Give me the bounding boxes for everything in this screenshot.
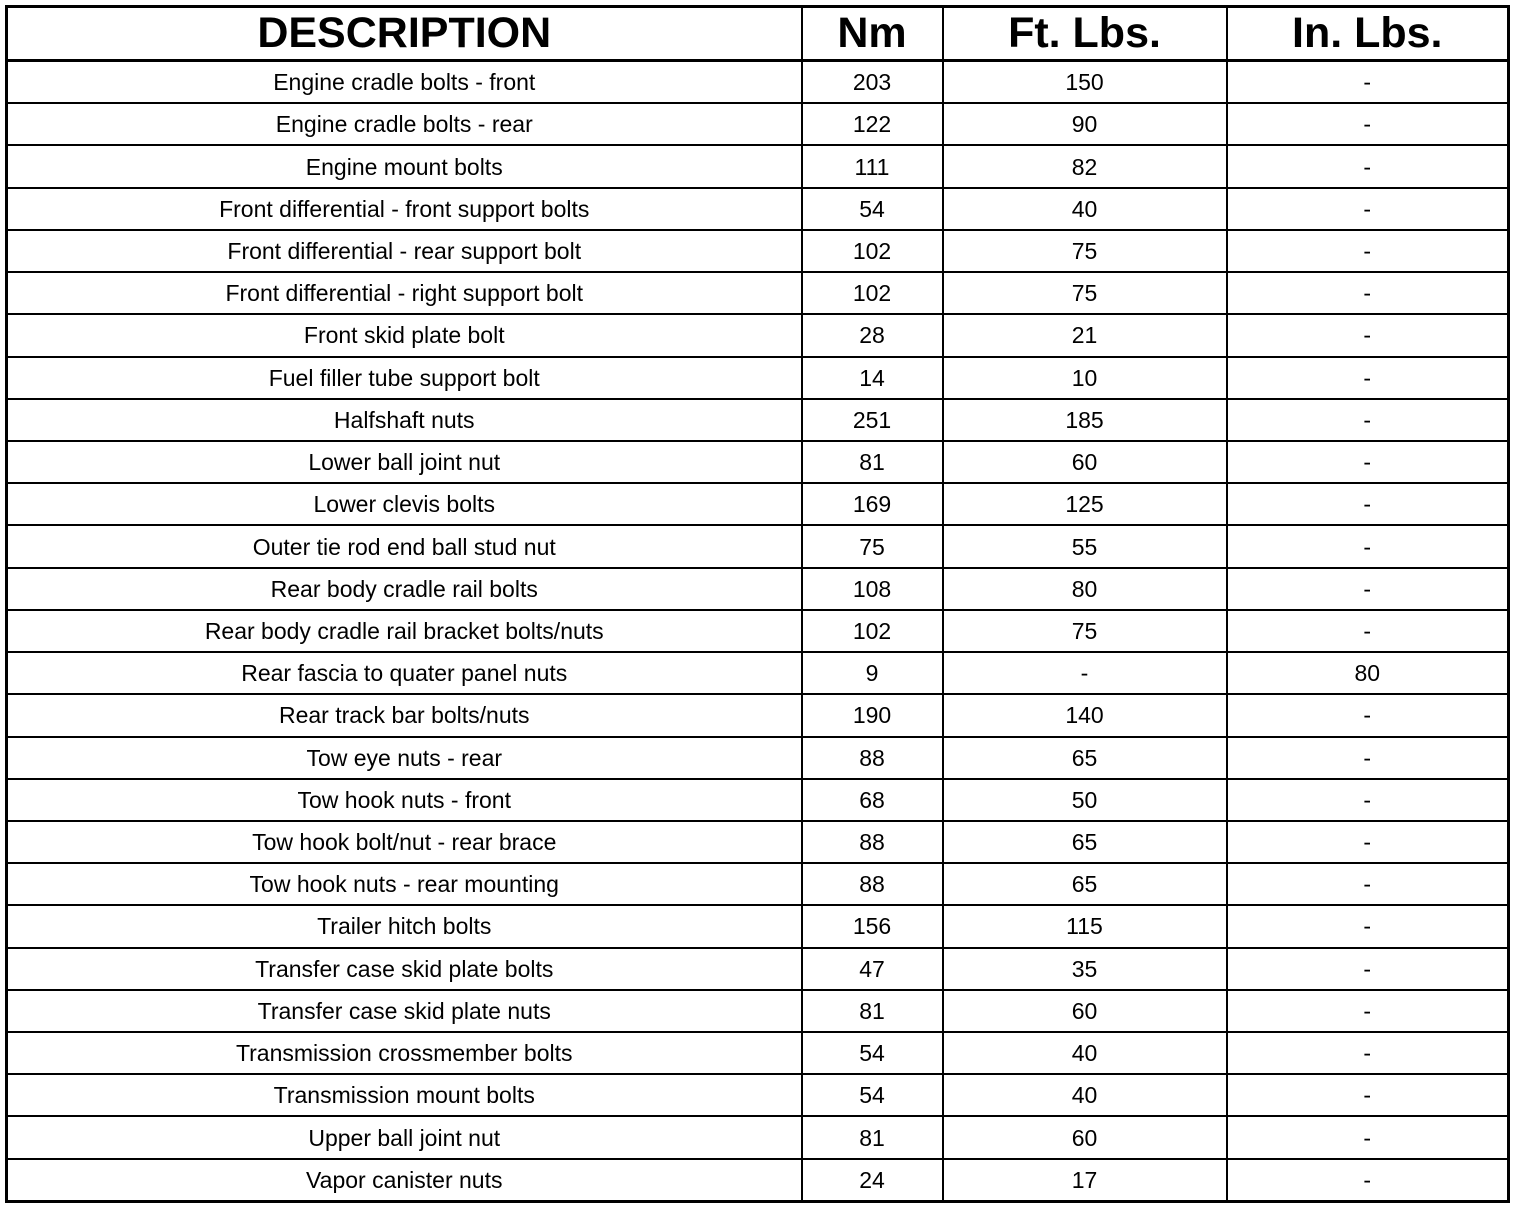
cell-ft-lbs: 65 — [943, 737, 1227, 779]
cell-nm: 190 — [802, 694, 943, 736]
cell-ft-lbs: 125 — [943, 483, 1227, 525]
cell-nm: 81 — [802, 1116, 943, 1158]
cell-description: Rear fascia to quater panel nuts — [7, 652, 802, 694]
cell-ft-lbs: 60 — [943, 441, 1227, 483]
table-row — [7, 145, 1509, 187]
cell-in-lbs: - — [1227, 357, 1509, 399]
cell-ft-lbs: 60 — [943, 990, 1227, 1032]
cell-nm: 54 — [802, 1074, 943, 1116]
table-row — [7, 905, 1509, 947]
table-body — [7, 61, 1509, 1202]
cell-description: Front differential - rear support bolt — [7, 230, 802, 272]
table-row — [7, 652, 1509, 694]
cell-ft-lbs: 82 — [943, 145, 1227, 187]
table-row — [7, 272, 1509, 314]
cell-nm: 14 — [802, 357, 943, 399]
cell-nm: 9 — [802, 652, 943, 694]
cell-description: Front differential - front support bolts — [7, 188, 802, 230]
cell-ft-lbs: 40 — [943, 1074, 1227, 1116]
cell-nm: 88 — [802, 821, 943, 863]
cell-description: Vapor canister nuts — [7, 1159, 802, 1202]
table-row — [7, 230, 1509, 272]
cell-in-lbs: - — [1227, 61, 1509, 104]
cell-nm: 81 — [802, 441, 943, 483]
header-description: DESCRIPTION — [7, 7, 802, 61]
cell-in-lbs: - — [1227, 1074, 1509, 1116]
table-row — [7, 1032, 1509, 1074]
table-row — [7, 694, 1509, 736]
cell-nm: 108 — [802, 568, 943, 610]
cell-description: Engine cradle bolts - front — [7, 61, 802, 104]
cell-in-lbs: - — [1227, 145, 1509, 187]
cell-nm: 169 — [802, 483, 943, 525]
cell-description: Lower ball joint nut — [7, 441, 802, 483]
table-row — [7, 61, 1509, 104]
table-row — [7, 779, 1509, 821]
cell-in-lbs: - — [1227, 948, 1509, 990]
cell-nm: 54 — [802, 1032, 943, 1074]
cell-nm: 251 — [802, 399, 943, 441]
table-row — [7, 610, 1509, 652]
cell-in-lbs: - — [1227, 272, 1509, 314]
cell-ft-lbs: 10 — [943, 357, 1227, 399]
cell-in-lbs: - — [1227, 905, 1509, 947]
cell-nm: 28 — [802, 314, 943, 356]
cell-in-lbs: - — [1227, 314, 1509, 356]
table-row — [7, 399, 1509, 441]
cell-ft-lbs: 40 — [943, 1032, 1227, 1074]
header-in-lbs: In. Lbs. — [1227, 7, 1509, 61]
cell-ft-lbs: 17 — [943, 1159, 1227, 1202]
cell-nm: 102 — [802, 610, 943, 652]
table-row — [7, 357, 1509, 399]
table-row — [7, 188, 1509, 230]
cell-ft-lbs: 75 — [943, 610, 1227, 652]
cell-in-lbs: - — [1227, 399, 1509, 441]
cell-in-lbs: - — [1227, 863, 1509, 905]
cell-in-lbs: 80 — [1227, 652, 1509, 694]
cell-ft-lbs: 90 — [943, 103, 1227, 145]
cell-description: Tow hook nuts - rear mounting — [7, 863, 802, 905]
table-row — [7, 821, 1509, 863]
cell-ft-lbs: 150 — [943, 61, 1227, 104]
header-nm: Nm — [802, 7, 943, 61]
header-ft-lbs: Ft. Lbs. — [943, 7, 1227, 61]
cell-description: Upper ball joint nut — [7, 1116, 802, 1158]
cell-nm: 88 — [802, 737, 943, 779]
cell-description: Transfer case skid plate nuts — [7, 990, 802, 1032]
cell-description: Transfer case skid plate bolts — [7, 948, 802, 990]
cell-ft-lbs: - — [943, 652, 1227, 694]
cell-description: Rear body cradle rail bolts — [7, 568, 802, 610]
cell-nm: 122 — [802, 103, 943, 145]
cell-description: Tow eye nuts - rear — [7, 737, 802, 779]
cell-nm: 156 — [802, 905, 943, 947]
cell-ft-lbs: 21 — [943, 314, 1227, 356]
cell-description: Transmission mount bolts — [7, 1074, 802, 1116]
cell-ft-lbs: 35 — [943, 948, 1227, 990]
cell-ft-lbs: 40 — [943, 188, 1227, 230]
cell-description: Transmission crossmember bolts — [7, 1032, 802, 1074]
table-row — [7, 525, 1509, 567]
table-row — [7, 863, 1509, 905]
cell-in-lbs: - — [1227, 1032, 1509, 1074]
table-header — [7, 7, 1509, 61]
cell-ft-lbs: 75 — [943, 230, 1227, 272]
cell-nm: 47 — [802, 948, 943, 990]
cell-nm: 54 — [802, 188, 943, 230]
table-row — [7, 1074, 1509, 1116]
cell-description: Tow hook bolt/nut - rear brace — [7, 821, 802, 863]
cell-in-lbs: - — [1227, 694, 1509, 736]
cell-description: Rear body cradle rail bracket bolts/nuts — [7, 610, 802, 652]
cell-in-lbs: - — [1227, 821, 1509, 863]
cell-in-lbs: - — [1227, 103, 1509, 145]
cell-description: Lower clevis bolts — [7, 483, 802, 525]
table-row — [7, 441, 1509, 483]
header-row — [7, 7, 1509, 61]
cell-ft-lbs: 185 — [943, 399, 1227, 441]
cell-description: Outer tie rod end ball stud nut — [7, 525, 802, 567]
cell-description: Halfshaft nuts — [7, 399, 802, 441]
table-row — [7, 483, 1509, 525]
cell-description: Fuel filler tube support bolt — [7, 357, 802, 399]
cell-in-lbs: - — [1227, 610, 1509, 652]
cell-in-lbs: - — [1227, 779, 1509, 821]
cell-nm: 68 — [802, 779, 943, 821]
table-row — [7, 314, 1509, 356]
cell-description: Engine cradle bolts - rear — [7, 103, 802, 145]
cell-description: Tow hook nuts - front — [7, 779, 802, 821]
cell-ft-lbs: 55 — [943, 525, 1227, 567]
cell-in-lbs: - — [1227, 568, 1509, 610]
table-row — [7, 103, 1509, 145]
cell-ft-lbs: 115 — [943, 905, 1227, 947]
cell-in-lbs: - — [1227, 525, 1509, 567]
cell-description: Front skid plate bolt — [7, 314, 802, 356]
table-row — [7, 990, 1509, 1032]
cell-nm: 203 — [802, 61, 943, 104]
cell-in-lbs: - — [1227, 1116, 1509, 1158]
cell-ft-lbs: 80 — [943, 568, 1227, 610]
table-row — [7, 1159, 1509, 1202]
cell-ft-lbs: 140 — [943, 694, 1227, 736]
cell-in-lbs: - — [1227, 230, 1509, 272]
cell-in-lbs: - — [1227, 1159, 1509, 1202]
cell-in-lbs: - — [1227, 990, 1509, 1032]
torque-spec-table — [5, 5, 1510, 1203]
cell-nm: 24 — [802, 1159, 943, 1202]
cell-description: Front differential - right support bolt — [7, 272, 802, 314]
cell-nm: 81 — [802, 990, 943, 1032]
cell-nm: 111 — [802, 145, 943, 187]
cell-ft-lbs: 75 — [943, 272, 1227, 314]
cell-nm: 88 — [802, 863, 943, 905]
cell-in-lbs: - — [1227, 188, 1509, 230]
cell-in-lbs: - — [1227, 441, 1509, 483]
table-row — [7, 948, 1509, 990]
cell-description: Trailer hitch bolts — [7, 905, 802, 947]
cell-in-lbs: - — [1227, 483, 1509, 525]
table-row — [7, 737, 1509, 779]
cell-nm: 102 — [802, 230, 943, 272]
cell-nm: 102 — [802, 272, 943, 314]
cell-ft-lbs: 65 — [943, 821, 1227, 863]
cell-description: Engine mount bolts — [7, 145, 802, 187]
cell-ft-lbs: 50 — [943, 779, 1227, 821]
table-row — [7, 568, 1509, 610]
table-row — [7, 1116, 1509, 1158]
cell-description: Rear track bar bolts/nuts — [7, 694, 802, 736]
cell-in-lbs: - — [1227, 737, 1509, 779]
cell-nm: 75 — [802, 525, 943, 567]
cell-ft-lbs: 60 — [943, 1116, 1227, 1158]
cell-ft-lbs: 65 — [943, 863, 1227, 905]
